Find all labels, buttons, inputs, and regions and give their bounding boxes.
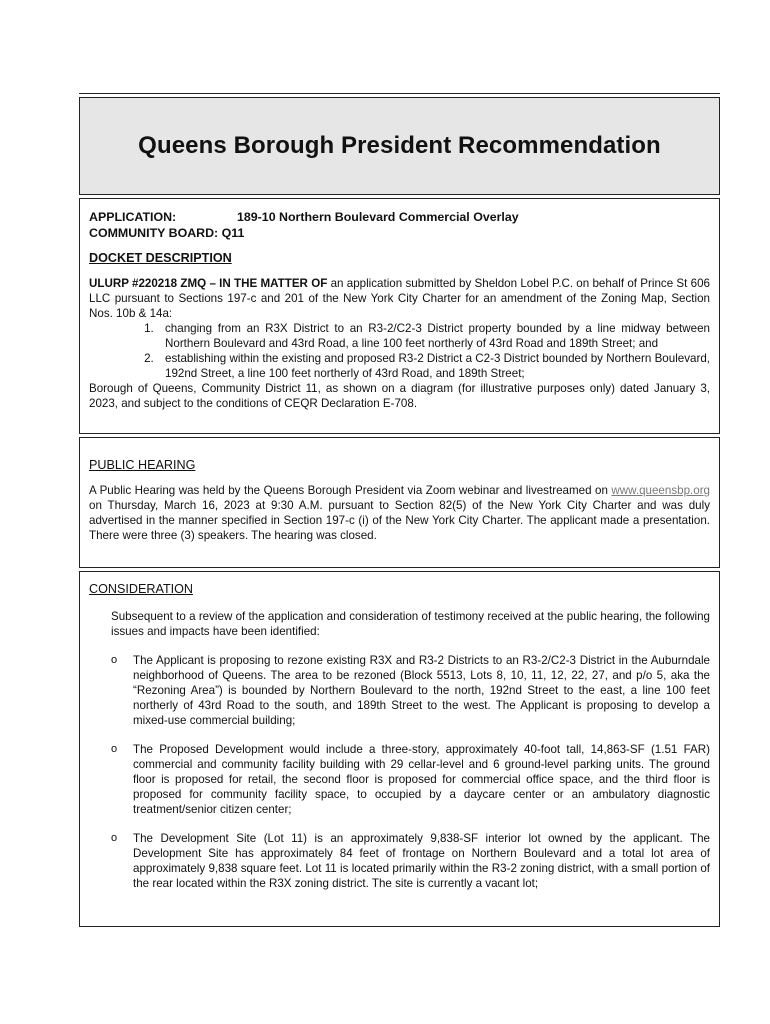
docket-lead-text: an application submitted by Sheldon Lobel P.C. on behalf of Prince St 606 LLC pursuant to Sections 197-c and 201 of the New York City Charter for an amendment of the Zoning Map, Section Nos. 10b & 14a:: [89, 277, 710, 320]
page-title: Queens Borough President Recommendation: [138, 132, 661, 159]
consideration-heading: CONSIDERATION: [89, 582, 194, 596]
docket-items: [89, 321, 710, 381]
bullet-icon: o: [111, 654, 118, 666]
community-board-row: [89, 225, 710, 241]
consideration-list: [89, 653, 710, 891]
list-item-text: The Proposed Development would include a three-story, approximately 40-foot tall, 14,863-SF (1.51 FAR) commercial and community facility building with 29 cellar-level and 6 ground-level parking units. The ground floor is proposed for retail, the second floor is proposed for commercial office space, and the third floor is proposed for community facility space, to occupied by a daycare center or an ambulatory diagnostic treatment/senior citizen center;: [133, 743, 710, 816]
consideration-section: [79, 572, 720, 927]
hearing-text-pre: A Public Hearing was held by the Queens Borough President via Zoom webinar and livestreamed on: [89, 484, 612, 497]
hearing-section: [79, 438, 720, 567]
community-board-value: Q11: [221, 226, 245, 240]
docket-item: 2. establishing within the existing and proposed R3-2 District a C2-3 District bounded by Northern Boulevard, 192nd Street, a line 100 feet northerly of 43rd Road, and 189th Street;: [157, 351, 710, 381]
hearing-heading: PUBLIC HEARING: [89, 458, 196, 472]
docket-heading: DOCKET DESCRIPTION: [89, 251, 232, 265]
community-board-label: COMMUNITY BOARD:: [89, 226, 219, 240]
list-item: [111, 653, 710, 728]
docket-tail: Borough of Queens, Community District 11, as shown on a diagram (for illustrative purposes only) dated January 3, 2023, and subject to the conditions of CEQR Declaration E-708.: [89, 382, 710, 410]
list-item: [111, 831, 710, 891]
list-item-text: The Applicant is proposing to rezone existing R3X and R3-2 Districts to an R3-2/C2-3 District in the Auburndale neighborhood of Queens. The area to be rezoned (Block 5513, Lots 8, 10, 11, 12, 22, 27, and p/o 5, aka the “Rezoning Area”) is bounded by Northern Boulevard to the north, 192nd Street to the east, a line 100 feet northerly of 43rd Road to the south, and 189th Street to the west. The Applicant is proposing to develop a mixed-use commercial building;: [133, 654, 710, 727]
consideration-intro: Subsequent to a review of the application and consideration of testimony received at the public hearing, the following issues and impacts have been identified:: [111, 610, 710, 638]
hearing-text-post: on Thursday, March 16, 2023 at 9:30 A.M. pursuant to Section 82(5) of the New York City Charter and was duly advertised in the manner specified in Section 197-c (i) of the New York City Charter. The applicant made a presentation. There were three (3) speakers. The hearing was closed.: [89, 499, 710, 542]
bullet-icon: o: [111, 743, 118, 755]
list-item: [111, 742, 710, 817]
bullet-icon: o: [111, 832, 118, 844]
list-item-text: The Development Site (Lot 11) is an approximately 9,838-SF interior lot owned by the applicant. The Development Site has approximately 84 feet of frontage on Northern Boulevard and a total lot area of approximately 9,838 square feet. Lot 11 is located primarily within the R3-2 zoning district, with a small portion of the rear located within the R3X zoning district. The site is currently a vacant lot;: [133, 832, 710, 890]
docket-lead-bold: ULURP #220218 ZMQ – IN THE MATTER OF: [89, 277, 328, 290]
application-section: [79, 199, 720, 433]
docket-item: 1. changing from an R3X District to an R3-2/C2-3 District property bounded by a line midway between Northern Boulevard and 43rd Road, a line 100 feet northerly of 43rd Road and 189th Street; and: [157, 321, 710, 351]
docket-lead: [89, 276, 710, 321]
queensbp-link[interactable]: www.queensbp.org: [611, 484, 710, 497]
document-page: [79, 93, 720, 927]
application-row: [89, 209, 710, 225]
application-label: APPLICATION:: [89, 210, 177, 224]
title-box: [79, 98, 720, 194]
application-value: 189-10 Northern Boulevard Commercial Overlay: [237, 210, 519, 224]
hearing-text: [89, 483, 710, 543]
